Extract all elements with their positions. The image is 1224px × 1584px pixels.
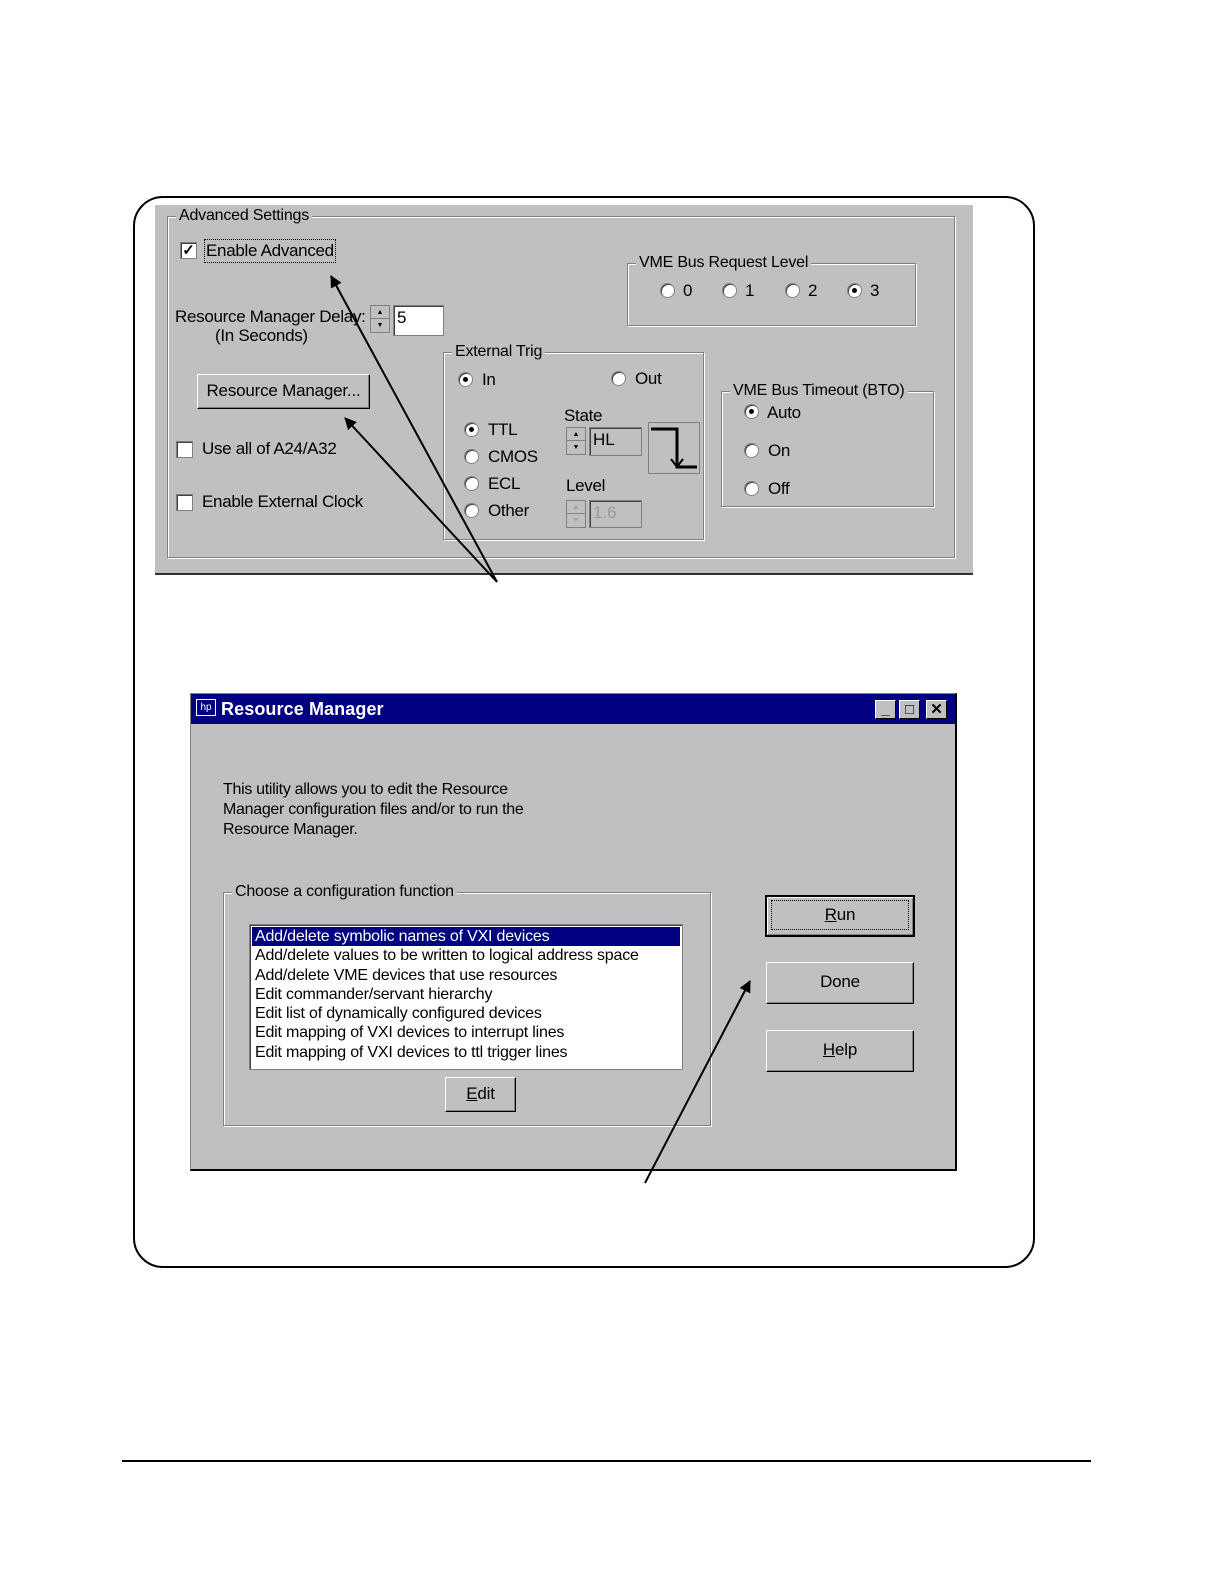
config-function-label: Choose a configuration function: [232, 882, 457, 902]
bto-on-label: On: [768, 441, 791, 460]
edit-mnemonic: E: [466, 1084, 478, 1103]
rm-delay-input[interactable]: 5: [393, 305, 444, 336]
bus-request-3-label: 3: [870, 281, 880, 300]
list-item[interactable]: Add/delete symbolic names of VXI devices: [252, 927, 680, 946]
spin-up-icon[interactable]: ▲: [567, 501, 585, 514]
bus-request-2-label: 2: [808, 281, 818, 300]
footer-rule: [122, 1460, 1091, 1462]
state-input[interactable]: HL: [589, 427, 642, 456]
list-item[interactable]: Add/delete values to be written to logical address space: [255, 947, 639, 965]
bus-request-0-label: 0: [683, 281, 693, 300]
spin-down-icon[interactable]: ▼: [572, 444, 580, 451]
trig-out-label: Out: [635, 369, 662, 388]
rm-delay-label: Resource Manager Delay:: [175, 307, 366, 326]
enable-advanced-label: Enable Advanced: [206, 241, 334, 260]
enable-advanced-checkbox[interactable]: ✓: [180, 242, 197, 259]
spin-down-icon[interactable]: ▼: [572, 517, 580, 524]
logic-cmos-label: CMOS: [488, 447, 538, 466]
rm-delay-units-label: (In Seconds): [215, 326, 308, 345]
resource-manager-button[interactable]: Resource Manager...: [197, 374, 370, 409]
list-item[interactable]: Edit commander/servant hierarchy: [255, 985, 493, 1003]
run-mnemonic: R: [824, 905, 837, 924]
list-item[interactable]: Add/delete VME devices that use resources: [255, 966, 558, 984]
list-item[interactable]: Edit mapping of VXI devices to interrupt lines: [255, 1024, 565, 1042]
window-title: Resource Manager: [221, 699, 384, 719]
arrow-to-run-button: [645, 981, 750, 1183]
external-trig-label: External Trig: [452, 342, 545, 362]
spin-up-icon[interactable]: ▲: [567, 428, 585, 441]
hp-logo-icon: hp: [196, 699, 216, 716]
list-item[interactable]: Edit list of dynamically configured devices: [255, 1005, 542, 1023]
logic-ttl-label: TTL: [488, 420, 518, 439]
vme-bus-request-label: VME Bus Request Level: [636, 253, 811, 273]
close-icon[interactable]: ✕: [926, 700, 947, 719]
vme-bus-timeout-label: VME Bus Timeout (BTO): [730, 381, 908, 401]
bto-off-label: Off: [768, 479, 790, 498]
trig-in-label: In: [482, 370, 496, 389]
done-button[interactable]: Done: [766, 962, 914, 1004]
spin-up-icon[interactable]: ▲: [371, 306, 389, 319]
bto-auto-label: Auto: [767, 403, 801, 422]
state-label: State: [564, 406, 603, 425]
list-item[interactable]: Edit mapping of VXI devices to ttl trigger lines: [255, 1043, 568, 1061]
logic-other-label: Other: [488, 501, 530, 520]
help-label: elp: [834, 1040, 858, 1059]
bus-request-1-label: 1: [745, 281, 755, 300]
description-text: This utility allows you to edit the Resource Manager configuration files and/or to run the Resource Manager.: [223, 781, 524, 838]
level-label: Level: [566, 476, 606, 495]
spin-down-icon[interactable]: ▼: [376, 322, 384, 329]
help-mnemonic: H: [822, 1040, 835, 1059]
minimize-icon[interactable]: _: [875, 700, 896, 719]
logic-ecl-label: ECL: [488, 474, 521, 493]
run-label: un: [836, 905, 856, 924]
use-a24-a32-label: Use all of A24/A32: [202, 439, 337, 458]
level-input[interactable]: 1.6: [589, 500, 642, 528]
enable-external-clock-label: Enable External Clock: [202, 492, 363, 511]
advanced-settings-label: Advanced Settings: [176, 206, 312, 226]
edit-label: dit: [477, 1084, 495, 1103]
maximize-icon[interactable]: □: [899, 700, 920, 719]
